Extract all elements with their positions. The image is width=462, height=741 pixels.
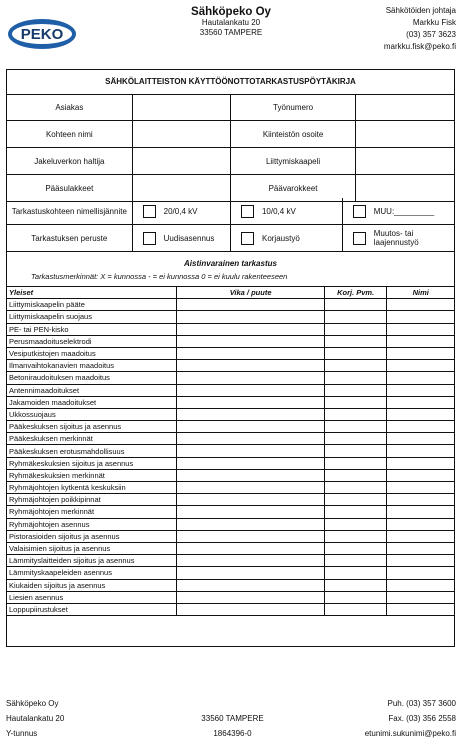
table-row: [7, 347, 454, 359]
table-row: [7, 408, 454, 420]
row-item-label: Pääkeskuksen merkinnät: [7, 433, 177, 445]
table-row: [7, 603, 454, 615]
row-date-cell[interactable]: [324, 384, 387, 396]
row-defect-cell[interactable]: [177, 603, 325, 615]
row-defect-cell[interactable]: [177, 372, 325, 384]
table-row: [7, 335, 454, 347]
table-row: [7, 469, 454, 481]
inspection-form: [6, 69, 455, 647]
row-date-cell[interactable]: [324, 469, 387, 481]
row-item-label: Antennimaadoitukset: [7, 384, 177, 396]
checkbox-10kv[interactable]: [241, 205, 254, 218]
row-item-label: Pääkeskuksen sijoitus ja asennus: [7, 421, 177, 433]
label-paasulakkeet: Pääsulakkeet: [7, 175, 132, 202]
table-row: [7, 518, 454, 530]
row-date-cell[interactable]: [324, 555, 387, 567]
row-defect-cell[interactable]: [177, 482, 325, 494]
row-item-label: Ryhmäjohtojen poikkipinnat: [7, 494, 177, 506]
contact-title: Sähkötöiden johtaja: [385, 6, 456, 15]
table-row: [7, 506, 454, 518]
section-title: Aistinvarainen tarkastus: [184, 259, 277, 268]
row-name-cell[interactable]: [387, 555, 454, 567]
footer-ytunnus-label: Y-tunnus: [6, 729, 38, 738]
checklist-body: [7, 299, 454, 616]
row-name-cell[interactable]: [387, 408, 454, 420]
row-item-label: Kiukaiden sijoitus ja asennus: [7, 579, 177, 591]
row-defect-cell[interactable]: [177, 518, 325, 530]
checkbox-uudisasennus[interactable]: [143, 232, 156, 245]
company-logo: [6, 16, 78, 52]
row-date-cell[interactable]: [324, 445, 387, 457]
table-row: [7, 311, 454, 323]
row-item-label: PE- tai PEN-kisko: [7, 323, 177, 335]
checkbox-muu[interactable]: [353, 205, 366, 218]
contact-block: [384, 5, 456, 53]
row-name-cell[interactable]: [387, 421, 454, 433]
row-name-cell[interactable]: [387, 360, 454, 372]
row-item-label: Liittymiskaapelin suojaus: [7, 311, 177, 323]
row-item-label: Lämmityskaapeleiden asennus: [7, 567, 177, 579]
row-name-cell[interactable]: [387, 384, 454, 396]
row-defect-cell[interactable]: [177, 457, 325, 469]
checkbox-20kv[interactable]: [143, 205, 156, 218]
footer-right: [365, 696, 456, 741]
row-date-cell[interactable]: [324, 433, 387, 445]
footer-address: Hautalankatu 20: [6, 714, 65, 723]
table-row: [7, 567, 454, 579]
col-header-nimi: Nimi: [387, 287, 454, 299]
logo-text: PEKO: [20, 26, 64, 43]
table-row: [7, 591, 454, 603]
peko-logo-graphic: [6, 16, 78, 52]
row-item-label: Perusmaadoituselektrodi: [7, 335, 177, 347]
row-item-label: Jakamoiden maadoitukset: [7, 396, 177, 408]
row-name-cell[interactable]: [387, 433, 454, 445]
row-name-cell[interactable]: [387, 506, 454, 518]
checkbox-korjaustyo[interactable]: [241, 232, 254, 245]
label-kiinteiston-osoite: Kiinteistön osoite: [230, 121, 355, 148]
row-name-cell[interactable]: [387, 530, 454, 542]
contact-email[interactable]: markku.fisk@peko.fi: [383, 42, 456, 51]
row-date-cell[interactable]: [324, 311, 387, 323]
col-header-vika: Vika / puute: [177, 287, 325, 299]
row-date-cell[interactable]: [324, 335, 387, 347]
option-20kv-label: 20/0,4 kV: [163, 206, 198, 216]
option-korjaustyo[interactable]: [230, 225, 342, 252]
legend: Tarkastusmerkinnät: X = kunnossa - = ei kunnossa 0 = ei kuulu rakenteeseen: [31, 272, 288, 281]
table-row: [7, 494, 454, 506]
row-date-cell[interactable]: [324, 323, 387, 335]
row-date-cell[interactable]: [324, 579, 387, 591]
row-date-cell[interactable]: [324, 372, 387, 384]
row-item-label: Ryhmäjohtojen kytkentä keskuksiin: [7, 482, 177, 494]
row-name-cell[interactable]: [387, 603, 454, 615]
col-header-pvm: Korj. Pvm.: [324, 287, 387, 299]
row-name-cell[interactable]: [387, 335, 454, 347]
company-name: Sähköpeko Oy: [191, 6, 271, 18]
label-asiakas: Asiakas: [7, 94, 132, 121]
table-row: [7, 445, 454, 457]
option-muutostyo-label: Muutos- tai laajennustyö: [373, 229, 419, 247]
row-defect-cell[interactable]: [177, 433, 325, 445]
option-muu-label: MUU:_________: [373, 206, 435, 216]
row-date-cell[interactable]: [324, 360, 387, 372]
row-name-cell[interactable]: [387, 482, 454, 494]
row-defect-cell[interactable]: [177, 299, 325, 311]
row-defect-cell[interactable]: [177, 360, 325, 372]
label-tyonumero: Työnumero: [230, 94, 355, 121]
row-defect-cell[interactable]: [177, 530, 325, 542]
option-muutostyo[interactable]: [342, 225, 454, 252]
row-name-cell[interactable]: [387, 372, 454, 384]
info-table: [7, 94, 454, 202]
option-muu[interactable]: [342, 198, 454, 225]
row-item-label: Ryhmäjohtojen merkinnät: [7, 506, 177, 518]
row-name-cell[interactable]: [387, 347, 454, 359]
row-name-cell[interactable]: [387, 299, 454, 311]
footer-city: 33560 TAMPERE: [201, 714, 264, 723]
row-item-label: Lämmityslaitteiden sijoitus ja asennus: [7, 555, 177, 567]
input-jakeluverkon-haltija[interactable]: [132, 148, 230, 175]
row-name-cell[interactable]: [387, 518, 454, 530]
row-name-cell[interactable]: [387, 591, 454, 603]
row-defect-cell[interactable]: [177, 347, 325, 359]
row-item-label: Vesiputkistojen maadoitus: [7, 347, 177, 359]
footer-email[interactable]: etunimi.sukunimi@peko.fi: [364, 729, 456, 738]
row-item-label: Ilmanvaihtokanavien maadoitus: [7, 360, 177, 372]
table-row: [7, 360, 454, 372]
option-10kv[interactable]: [230, 198, 342, 225]
row-name-cell[interactable]: [387, 323, 454, 335]
footer-left: [6, 696, 64, 741]
contact-name: Markku Fisk: [412, 18, 456, 27]
footer-fax: Fax. (03) 356 2558: [388, 714, 456, 723]
row-item-label: Ryhmäkeskuksien merkinnät: [7, 469, 177, 481]
row-name-cell[interactable]: [387, 579, 454, 591]
input-tyonumero[interactable]: [356, 94, 454, 121]
row-item-label: Liittymiskaapelin pääte: [7, 299, 177, 311]
row-date-cell[interactable]: [324, 299, 387, 311]
row-date-cell[interactable]: [324, 506, 387, 518]
table-row: [7, 323, 454, 335]
row-defect-cell[interactable]: [177, 396, 325, 408]
row-defect-cell[interactable]: [177, 542, 325, 554]
row-item-label: Ryhmäjohtojen asennus: [7, 518, 177, 530]
col-header-yleiset: Yleiset: [7, 287, 177, 299]
row-name-cell[interactable]: [387, 567, 454, 579]
row-defect-cell[interactable]: [177, 335, 325, 347]
row-defect-cell[interactable]: [177, 591, 325, 603]
input-liittymiskaapeli[interactable]: [356, 148, 454, 175]
row-defect-cell[interactable]: [177, 506, 325, 518]
row-name-cell[interactable]: [387, 311, 454, 323]
row-name-cell[interactable]: [387, 396, 454, 408]
row-item-label: Valaisimien sijoitus ja asennus: [7, 542, 177, 554]
input-kiinteiston-osoite[interactable]: [356, 121, 454, 148]
label-paavarokkeet: Päävarokkeet: [230, 175, 355, 202]
table-row: [7, 542, 454, 554]
row-defect-cell[interactable]: [177, 408, 325, 420]
row-defect-cell[interactable]: [177, 311, 325, 323]
option-20kv[interactable]: [132, 198, 230, 225]
table-row: [7, 530, 454, 542]
row-defect-cell[interactable]: [177, 384, 325, 396]
company-address: Hautalankatu 20: [201, 18, 261, 27]
company-header: [160, 6, 302, 38]
label-voltage: Tarkastuskohteen nimellisjännite: [7, 198, 132, 225]
row-name-cell[interactable]: [387, 542, 454, 554]
row-item-label: Ukkossuojaus: [7, 408, 177, 420]
table-row: [7, 396, 454, 408]
row-defect-cell[interactable]: [177, 494, 325, 506]
checklist-header-row: [7, 287, 454, 299]
row-date-cell[interactable]: [324, 591, 387, 603]
input-kohteen-nimi[interactable]: [132, 121, 230, 148]
row-defect-cell[interactable]: [177, 323, 325, 335]
row-item-label: Loppupiirustukset: [7, 603, 177, 615]
table-row: [7, 555, 454, 567]
table-row: [7, 433, 454, 445]
row-name-cell[interactable]: [387, 469, 454, 481]
row-item-label: Pistorasioiden sijoitus ja asennus: [7, 530, 177, 542]
input-asiakas[interactable]: [132, 94, 230, 121]
table-row: [7, 482, 454, 494]
row-date-cell[interactable]: [324, 494, 387, 506]
row-date-cell[interactable]: [324, 347, 387, 359]
row-date-cell[interactable]: [324, 457, 387, 469]
form-title: SÄHKÖLAITTEISTON KÄYTTÖÖNOTTOTARKASTUSPÖYTÄKIRJA: [7, 70, 454, 95]
row-item-label: Betoniraudoituksen maadoitus: [7, 372, 177, 384]
table-row: [7, 372, 454, 384]
row-date-cell[interactable]: [324, 408, 387, 420]
label-liittymiskaapeli: Liittymiskaapeli: [230, 148, 355, 175]
table-row: [7, 579, 454, 591]
row-item-label: Ryhmäkeskuksien sijoitus ja asennus: [7, 457, 177, 469]
row-name-cell[interactable]: [387, 445, 454, 457]
row-item-label: Pääkeskuksen erotusmahdollisuus: [7, 445, 177, 457]
row-defect-cell[interactable]: [177, 567, 325, 579]
row-name-cell[interactable]: [387, 494, 454, 506]
table-row: [7, 457, 454, 469]
row-date-cell[interactable]: [324, 396, 387, 408]
table-row: [7, 384, 454, 396]
options-table: [7, 198, 454, 252]
row-defect-cell[interactable]: [177, 579, 325, 591]
checkbox-muutostyo[interactable]: [353, 232, 366, 245]
option-10kv-label: 10/0,4 kV: [261, 206, 296, 216]
row-date-cell[interactable]: [324, 421, 387, 433]
footer-phone: Puh. (03) 357 3600: [387, 699, 456, 708]
table-row: [7, 421, 454, 433]
company-city: 33560 TAMPERE: [199, 28, 263, 37]
row-defect-cell[interactable]: [177, 445, 325, 457]
row-name-cell[interactable]: [387, 457, 454, 469]
label-jakeluverkon-haltija: Jakeluverkon haltija: [7, 148, 132, 175]
footer-company: Sähköpeko Oy: [6, 699, 59, 708]
option-uudisasennus[interactable]: [132, 225, 230, 252]
checklist-table: [7, 286, 454, 616]
option-korjaustyo-label: Korjaustyö: [261, 233, 300, 243]
row-date-cell[interactable]: [324, 603, 387, 615]
option-uudisasennus-label: Uudisasennus: [163, 233, 215, 243]
row-defect-cell[interactable]: [177, 469, 325, 481]
row-defect-cell[interactable]: [177, 555, 325, 567]
footer-ytunnus: 1864396-0: [213, 729, 252, 738]
row-defect-cell[interactable]: [177, 421, 325, 433]
table-row: [7, 299, 454, 311]
row-item-label: Liesien asennus: [7, 591, 177, 603]
row-date-cell[interactable]: [324, 542, 387, 554]
row-date-cell[interactable]: [324, 518, 387, 530]
row-date-cell[interactable]: [324, 567, 387, 579]
label-basis: Tarkastuksen peruste: [7, 225, 132, 252]
contact-phone: (03) 357 3623: [406, 30, 456, 39]
row-date-cell[interactable]: [324, 530, 387, 542]
row-date-cell[interactable]: [324, 482, 387, 494]
label-kohteen-nimi: Kohteen nimi: [7, 121, 132, 148]
